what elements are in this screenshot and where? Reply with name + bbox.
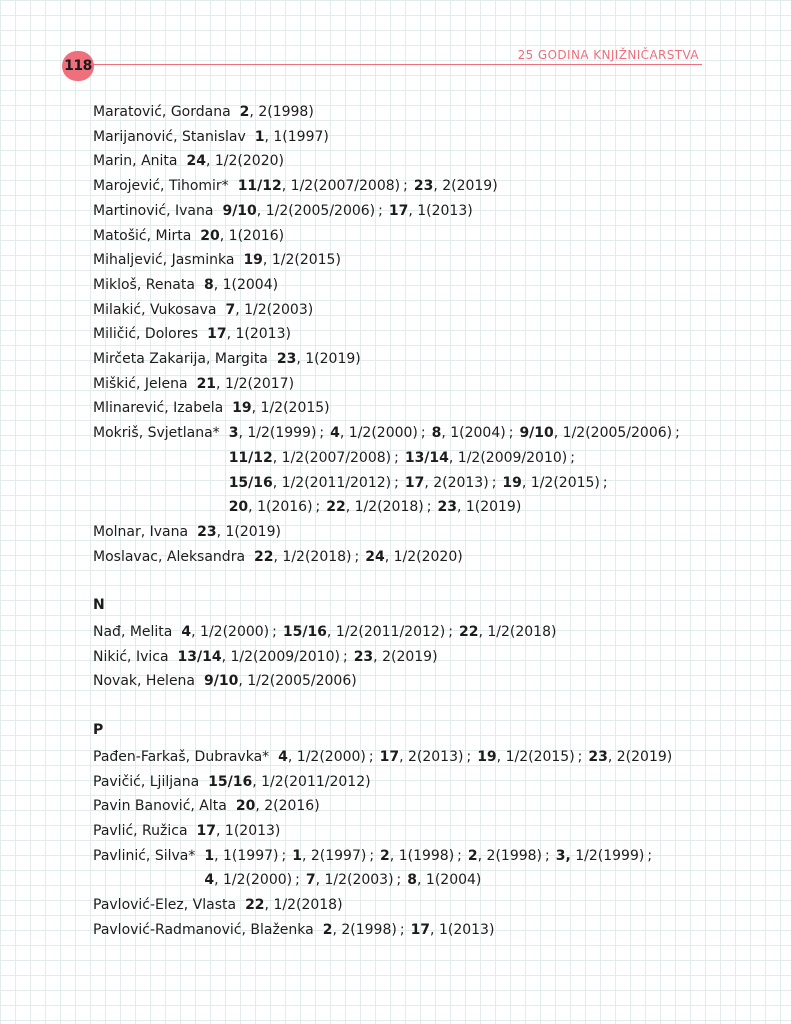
reference [204, 273, 278, 298]
author-name: Martinović, Ivana [93, 202, 214, 219]
volume-number: 20 [235, 798, 256, 815]
reference [229, 421, 330, 446]
volume-number: 13/14 [404, 449, 449, 466]
reference [245, 893, 342, 918]
volume-number: 8 [203, 276, 214, 293]
index-entry [93, 347, 753, 372]
issue-year: , 2(2019) [607, 748, 673, 765]
issue-year: , 1(2013) [430, 921, 495, 938]
reference [411, 918, 495, 943]
index-entry [93, 770, 753, 795]
author-name: Mokriš, Svjetlana* [93, 425, 220, 442]
separator: ; [394, 449, 399, 466]
running-title: 25 GODINA KNJIŽNIČARSTVA [517, 48, 699, 62]
separator: ; [466, 748, 472, 765]
reference [254, 545, 365, 570]
issue-year: , 1/2(2018) [478, 624, 557, 641]
reference-list [178, 645, 648, 670]
issue-year: , 2(1998) [477, 847, 543, 864]
issue-year: , 2(1997) [301, 847, 367, 864]
issue-year: , 2(2013) [399, 748, 464, 765]
volume-number: 22 [326, 499, 346, 516]
volume-number: 20 [200, 227, 220, 244]
volume-number: 24 [365, 548, 385, 565]
volume-number: 17 [388, 202, 409, 219]
reference [292, 844, 380, 869]
reference [330, 421, 431, 446]
reference-list [181, 620, 651, 645]
issue-year: , 1/2(2003) [315, 872, 394, 889]
reference [240, 100, 314, 125]
reference-list [222, 199, 692, 224]
issue-year: , 2(2016) [255, 798, 320, 815]
volume-number: 1 [204, 847, 215, 864]
index-group-p [93, 745, 753, 943]
issue-year: , 1/2(2000) [191, 624, 270, 641]
reference-list [240, 100, 710, 125]
reference [238, 174, 414, 199]
reference-list [200, 224, 670, 249]
separator: ; [602, 474, 608, 491]
reference [556, 844, 658, 869]
index-group-n [93, 620, 753, 694]
index-entry [93, 273, 753, 298]
author-name: Mihaljević, Jasminka [93, 252, 235, 269]
reference [236, 794, 320, 819]
reference-list [238, 174, 708, 199]
issue-year: , 1/2(2009/2010) [448, 449, 568, 466]
separator: ; [570, 449, 575, 466]
reference-list [236, 794, 706, 819]
reference [255, 125, 329, 150]
index-entry [93, 372, 753, 397]
author-name: Pavlović-Radmanović, Blaženka [93, 921, 314, 938]
volume-number: 17 [379, 748, 400, 765]
separator: ; [295, 872, 300, 889]
volume-number: 23 [276, 351, 297, 368]
reference [178, 645, 354, 670]
volume-number: 4 [181, 624, 192, 641]
author-index [93, 100, 753, 943]
volume-number: 22 [254, 548, 274, 565]
issue-year: , 2(2019) [433, 178, 498, 195]
separator: ; [272, 624, 277, 641]
volume-number: 23 [413, 178, 434, 195]
reference [502, 471, 613, 496]
reference [278, 745, 379, 770]
issue-year: , 1(2013) [216, 822, 281, 839]
volume-number: 3, [555, 847, 571, 864]
issue-year: , 2(2019) [373, 648, 438, 665]
separator: ; [491, 474, 497, 491]
separator: ; [396, 872, 402, 889]
reference [208, 770, 370, 795]
issue-year: , 1(1997) [214, 847, 279, 864]
reference-list [204, 844, 674, 893]
volume-number: 19 [232, 400, 252, 417]
issue-year: 1/2(1999) [570, 847, 645, 864]
reference [277, 347, 361, 372]
page-number: 118 [62, 51, 94, 81]
issue-year: , 1/2(2000) [287, 748, 366, 765]
reference-list [197, 372, 667, 397]
reference [437, 495, 521, 520]
issue-year: , 2(2013) [424, 474, 489, 491]
separator: ; [315, 499, 321, 516]
reference [405, 471, 503, 496]
issue-year: , 1/2(1999) [238, 425, 317, 442]
author-name: Nađ, Melita [93, 624, 173, 641]
separator: ; [354, 548, 360, 565]
author-name: Molnar, Ivana [93, 523, 189, 540]
issue-year: , 1/2(2015) [521, 474, 600, 491]
index-entry [93, 844, 753, 893]
separator: ; [368, 748, 374, 765]
reference [459, 620, 556, 645]
index-entry [93, 199, 753, 224]
volume-number: 2 [380, 847, 390, 864]
reference [181, 620, 282, 645]
reference [323, 918, 411, 943]
volume-number: 23 [197, 523, 217, 540]
issue-year: , 1(2019) [456, 499, 522, 516]
reference [229, 495, 327, 520]
reference-list [278, 745, 748, 770]
author-name: Pavlinić, Silva* [93, 847, 196, 864]
section-letter-n: N [93, 597, 105, 614]
reference [232, 396, 329, 421]
issue-year: , 1/2(2007/2008) [281, 178, 401, 195]
reference [200, 224, 284, 249]
issue-year: , 1/2(2011/2012) [252, 773, 371, 790]
reference [222, 199, 388, 224]
index-entry [93, 396, 753, 421]
separator: ; [448, 624, 453, 641]
issue-year: , 1/2(2005/2006) [553, 425, 673, 442]
author-name: Mikloš, Renata [93, 276, 195, 293]
author-name: Mirčeta Zakarija, Margita [93, 351, 268, 368]
issue-year: , 1(2004) [213, 276, 279, 293]
author-name: Pavlović-Elez, Vlasta [93, 897, 237, 914]
separator: ; [342, 648, 348, 665]
reference [229, 471, 405, 496]
volume-number: 19 [502, 474, 522, 491]
issue-year: , 1(2004) [417, 872, 482, 889]
reference [187, 149, 284, 174]
separator: ; [426, 499, 432, 516]
index-entry [93, 794, 753, 819]
index-entry [93, 745, 753, 770]
reference-list [197, 819, 667, 844]
reference [414, 174, 498, 199]
reference [243, 248, 340, 273]
author-name: Marijanović, Stanislav [93, 128, 246, 145]
separator: ; [399, 921, 405, 938]
volume-number: 1 [254, 128, 265, 145]
volume-number: 19 [477, 748, 497, 765]
author-name: Maratović, Gordana [93, 104, 231, 120]
index-entry [93, 100, 753, 125]
index-entry [93, 520, 753, 545]
reference [405, 446, 581, 471]
reference [468, 844, 556, 869]
index-entry [93, 421, 753, 520]
index-entry [93, 669, 753, 694]
author-name: Nikić, Ivica [93, 648, 169, 665]
issue-year: , 1/2(2015) [251, 400, 330, 417]
author-name: Pavlić, Ružica [93, 822, 188, 839]
volume-number: 17 [207, 326, 227, 343]
issue-year: , 1/2(2000) [214, 872, 293, 889]
reference-list [187, 149, 657, 174]
reference-list [208, 770, 678, 795]
author-name: Marojević, Tihomir* [93, 178, 229, 195]
author-name: Pavin Banović, Alta [93, 798, 227, 815]
reference [326, 495, 437, 520]
issue-year: , 1/2(2018) [264, 897, 343, 914]
reference [204, 868, 305, 893]
reference [407, 868, 481, 893]
issue-year: , 1(2013) [408, 202, 473, 219]
index-entry [93, 322, 753, 347]
index-entry [93, 224, 753, 249]
index-entry [93, 248, 753, 273]
volume-number: 17 [404, 474, 425, 491]
index-group-m [93, 100, 753, 569]
reference-list [255, 125, 725, 150]
reference-list [204, 669, 674, 694]
reference [204, 669, 357, 694]
reference [197, 372, 294, 397]
volume-number: 22 [245, 897, 265, 914]
volume-number: 8 [407, 872, 418, 889]
reference-list [323, 918, 753, 943]
separator: ; [369, 847, 375, 864]
separator: ; [394, 474, 399, 491]
author-name: Matošić, Mirta [93, 227, 192, 244]
separator: ; [319, 425, 325, 442]
separator: ; [457, 847, 462, 864]
issue-year: , 1(2016) [219, 227, 285, 244]
issue-year: , 1/2(2011/2012) [326, 624, 446, 641]
volume-number: 11/12 [237, 178, 282, 195]
issue-year: , 1(1997) [264, 128, 329, 145]
reference [365, 545, 462, 570]
reference [354, 645, 438, 670]
volume-number: 9/10 [519, 425, 554, 442]
reference [389, 199, 473, 224]
reference [204, 844, 292, 869]
header-rule [86, 64, 702, 65]
volume-number: 22 [458, 624, 479, 641]
author-name: Pavičić, Ljiljana [93, 773, 200, 790]
volume-number: 7 [225, 301, 236, 318]
volume-number: 8 [431, 425, 442, 442]
reference [207, 322, 291, 347]
issue-year: , 1/2(2007/2008) [272, 449, 392, 466]
author-name: Pađen-Farkaš, Dubravka* [93, 748, 270, 765]
section-letter-p: P [93, 722, 104, 739]
reference-list [232, 396, 702, 421]
volume-number: 4 [330, 425, 340, 442]
volume-number: 15/16 [282, 624, 327, 641]
reference-list [204, 273, 674, 298]
author-name: Mlinarević, Izabela [93, 400, 224, 417]
issue-year: , 1/2(2018) [273, 548, 352, 565]
author-name: Moslavac, Aleksandra [93, 548, 246, 565]
issue-year: , 1/2(2005/2006) [238, 673, 357, 690]
issue-year: , 1/2(2015) [496, 748, 575, 765]
issue-year: , 1(2004) [441, 425, 506, 442]
separator: ; [508, 425, 514, 442]
reference [477, 745, 588, 770]
separator: ; [378, 202, 383, 219]
reference-list [197, 520, 667, 545]
volume-number: 2 [239, 104, 250, 120]
issue-year: , 1/2(2018) [345, 499, 424, 516]
volume-number: 4 [204, 872, 215, 889]
issue-year: , 1/2(2011/2012) [272, 474, 392, 491]
reference-list [225, 298, 695, 323]
issue-year: , 1/2(2020) [384, 548, 463, 565]
volume-number: 4 [278, 748, 288, 765]
volume-number: 9/10 [222, 202, 257, 219]
index-entry [93, 149, 753, 174]
separator: ; [403, 178, 408, 195]
volume-number: 24 [186, 153, 206, 170]
index-entry [93, 174, 753, 199]
volume-number: 21 [196, 375, 217, 392]
reference [432, 421, 520, 446]
volume-number: 15/16 [228, 474, 273, 491]
reference [588, 745, 672, 770]
volume-number: 7 [305, 872, 316, 889]
volume-number: 17 [196, 822, 217, 839]
issue-year: , 2(1998) [249, 104, 314, 120]
volume-number: 9/10 [204, 673, 239, 690]
issue-year: , 1/2(2000) [339, 425, 418, 442]
separator: ; [281, 847, 287, 864]
volume-number: 2 [322, 921, 333, 938]
issue-year: , 1/2(2005/2006) [256, 202, 376, 219]
separator: ; [647, 847, 653, 864]
reference [197, 819, 281, 844]
index-entry [93, 545, 753, 570]
issue-year: , 1/2(2009/2010) [221, 648, 340, 665]
issue-year: , 1/2(2017) [216, 375, 295, 392]
volume-number: 20 [228, 499, 249, 516]
volume-number: 23 [588, 748, 608, 765]
reference [225, 298, 313, 323]
separator: ; [675, 425, 680, 442]
separator: ; [420, 425, 426, 442]
index-entry [93, 620, 753, 645]
index-entry [93, 645, 753, 670]
reference [380, 745, 478, 770]
author-name: Novak, Helena [93, 673, 196, 690]
volume-number: 2 [467, 847, 478, 864]
volume-number: 15/16 [208, 773, 253, 790]
author-name: Miškić, Jelena [93, 375, 188, 392]
issue-year: , 1/2(2015) [262, 252, 341, 269]
reference [306, 868, 407, 893]
reference [519, 421, 685, 446]
volume-number: 19 [243, 252, 263, 269]
reference [197, 520, 281, 545]
issue-year: , 1(2016) [248, 499, 313, 516]
issue-year: , 1(2019) [296, 351, 361, 368]
separator: ; [577, 748, 583, 765]
index-entry [93, 125, 753, 150]
index-entry [93, 819, 753, 844]
issue-year: , 1(2013) [226, 326, 291, 343]
reference [380, 844, 468, 869]
reference-list [277, 347, 747, 372]
volume-number: 3 [228, 425, 239, 442]
author-name: Miličić, Dolores [93, 326, 199, 343]
volume-number: 11/12 [228, 449, 273, 466]
index-entry [93, 298, 753, 323]
reference-list [207, 322, 677, 347]
reference-list [229, 421, 699, 520]
separator: ; [545, 847, 550, 864]
reference-list [254, 545, 724, 570]
reference-list [245, 893, 715, 918]
issue-year: , 1/2(2003) [235, 301, 314, 318]
issue-year: , 1(2019) [216, 523, 281, 540]
index-entry [93, 893, 753, 918]
volume-number: 23 [437, 499, 457, 516]
reference-list [243, 248, 713, 273]
issue-year: , 2(1998) [332, 921, 397, 938]
volume-number: 1 [292, 847, 302, 864]
issue-year: , 1/2(2020) [205, 153, 284, 170]
volume-number: 17 [410, 921, 431, 938]
volume-number: 23 [353, 648, 374, 665]
author-name: Marin, Anita [93, 153, 178, 170]
reference [283, 620, 459, 645]
issue-year: , 1(1998) [389, 847, 455, 864]
index-entry [93, 918, 753, 943]
reference [229, 446, 405, 471]
volume-number: 13/14 [177, 648, 222, 665]
author-name: Milakić, Vukosava [93, 301, 217, 318]
